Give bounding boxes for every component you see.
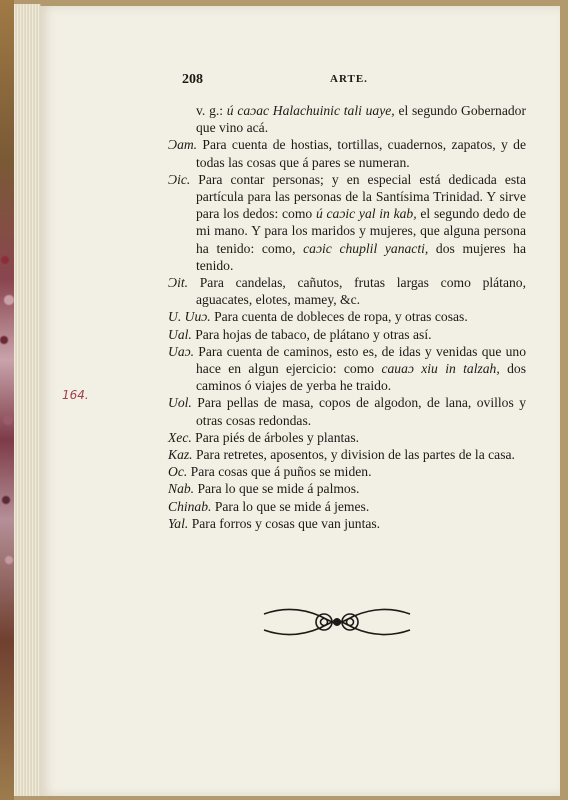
entry-text: Para piés de árboles y plantas.	[191, 429, 360, 445]
entry-term: Uol.	[168, 395, 192, 411]
entry-text: Para cosas que á puños se miden.	[187, 464, 372, 480]
entry-text: el segundo Gobernador que vino acá.	[196, 103, 526, 136]
entry-text: Para candelas, cañutos, frutas largas como plátano, aguacates, elotes, mamey, &c.	[188, 275, 526, 308]
entry-term: Xec.	[168, 429, 192, 445]
entry-text: ú caɔic yal in kab,	[315, 206, 417, 222]
page-number: 208	[182, 72, 203, 87]
entry-text: Para lo que se mide á jemes.	[211, 498, 370, 514]
entry-2	[168, 171, 526, 274]
handwritten-margin-note: 164.	[62, 388, 89, 402]
entry-6	[168, 343, 526, 395]
entry-3	[168, 274, 526, 308]
entry-term: Chinab.	[168, 498, 212, 514]
entry-text: caɔic chuplil yanacti,	[303, 240, 429, 256]
entry-term: U.	[168, 309, 182, 325]
entry-4	[168, 308, 526, 325]
entry-text: Para cuenta de dobleces de ropa, y otras cosas.	[210, 309, 468, 325]
entry-10	[168, 463, 526, 480]
page-header	[40, 72, 560, 92]
entry-text: dos caminos ó viajes de yerba he traido.	[196, 361, 526, 394]
entry-text: Para forros y cosas que van juntas.	[188, 515, 381, 531]
entry-text: v. g.:	[196, 103, 227, 118]
entry-term: Ual.	[168, 326, 192, 342]
entry-text: Para cuenta de caminos, esto es, de idas y venidas que uno hace en algun ejercicio: como	[194, 343, 526, 377]
entry-1	[168, 136, 526, 170]
entry-8	[168, 429, 526, 446]
entry-0	[168, 102, 526, 136]
entry-text: dos mujeres ha tenido.	[196, 240, 526, 273]
entry-text: Para hojas de tabaco, de plátano y otras así.	[191, 326, 432, 342]
entry-term: Nab.	[168, 481, 195, 497]
entry-term: Kaz.	[168, 447, 193, 463]
marbled-endpaper	[0, 0, 14, 800]
entry-term: Ɔit.	[168, 275, 189, 291]
entry-text: Para retretes, aposentos, y division de las partes de la casa.	[192, 447, 515, 463]
entry-text: Uuɔ.	[184, 309, 211, 325]
entry-11	[168, 480, 526, 497]
book-page	[40, 6, 560, 796]
entry-text: Para lo que se mide á palmos.	[194, 481, 360, 497]
entry-13	[168, 515, 526, 532]
entry-term: Ɔam.	[168, 137, 198, 153]
entry-term: Uaɔ.	[168, 343, 195, 359]
entry-text: cauaɔ xiu in talzah,	[381, 361, 500, 377]
entry-5	[168, 326, 526, 343]
page-edges	[14, 4, 41, 796]
entry-text: el segundo dedo de mi mano. Y para los maridos y mujeres, que alguna persona ha tenido: como,	[196, 206, 527, 256]
running-head: ARTE.	[330, 73, 368, 85]
entry-9	[168, 446, 526, 463]
entry-text: Para pellas de masa, copos de algodon, de lana, ovillos y otras cosas redondas.	[191, 395, 526, 428]
body-text	[168, 102, 526, 532]
entry-term: Yal.	[168, 515, 189, 531]
entry-7	[168, 394, 526, 428]
entry-text: Para cuenta de hostias, tortillas, cuadernos, zapatos, y de todas las cosas que á pares se numeran.	[196, 137, 526, 170]
ornament-icon	[262, 602, 412, 642]
entry-term: Oc.	[168, 464, 188, 480]
entry-text: ú caɔac Halachuinic tali uaye,	[226, 103, 395, 118]
entry-term: Ɔic.	[168, 171, 191, 187]
entry-12	[168, 498, 526, 515]
entry-text: Para contar personas; y en especial está dedicada esta partícula para las personas de la Santísima Trinidad. Y sirve para los dedos: como	[190, 171, 526, 222]
